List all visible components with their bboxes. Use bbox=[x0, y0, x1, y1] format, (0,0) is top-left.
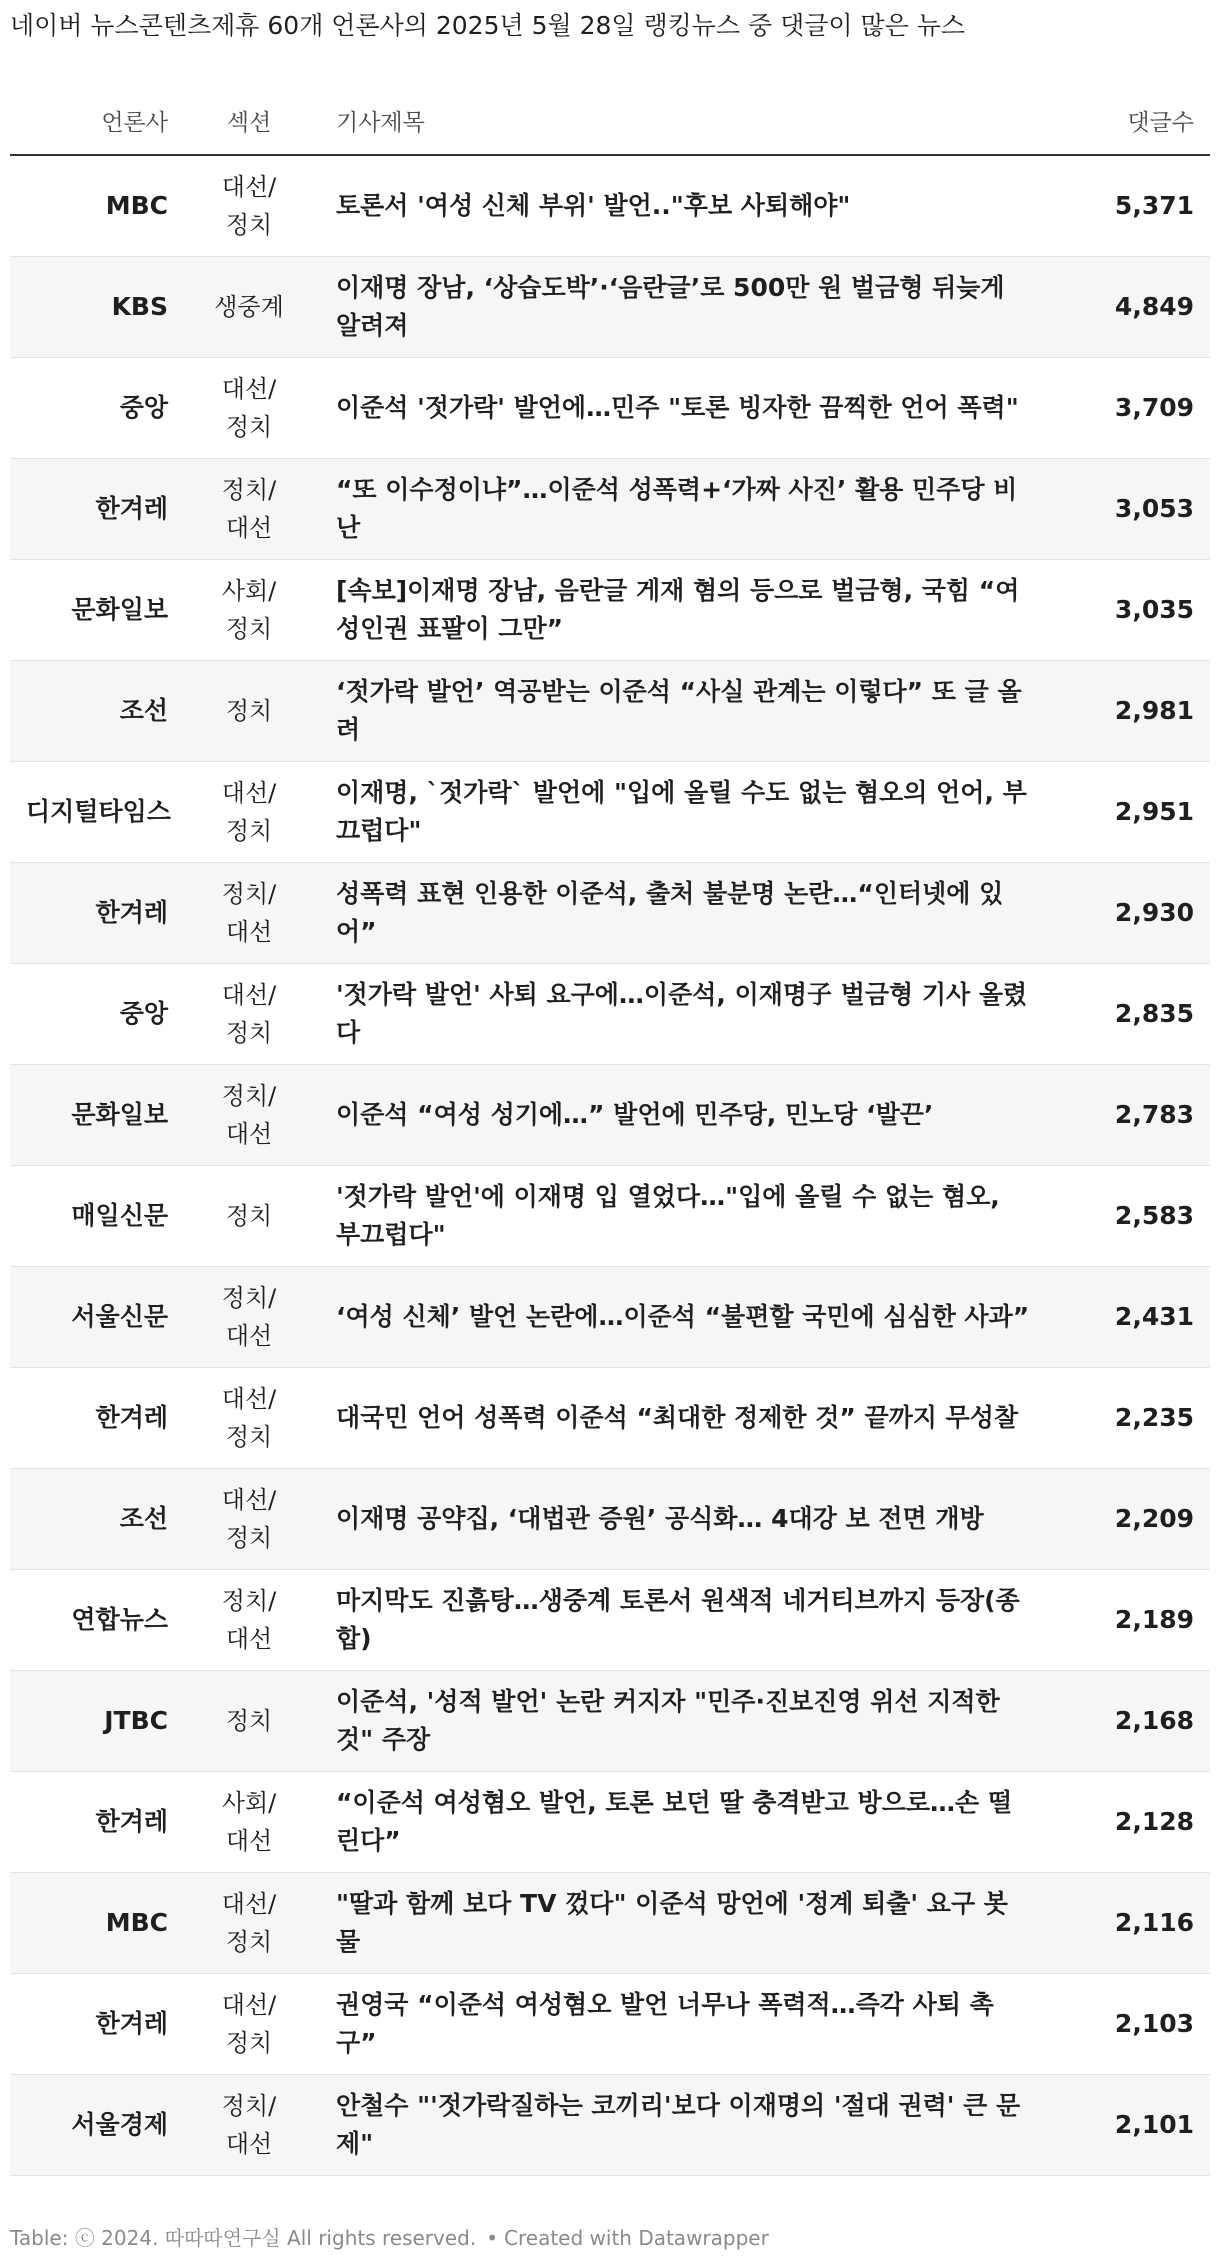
cell-comments: 5,371 bbox=[1050, 155, 1210, 256]
cell-headline[interactable]: 이재명, `젓가락` 발언에 "입에 올릴 수도 없는 혐오의 언어, 부끄럽다" bbox=[314, 761, 1050, 862]
cell-headline[interactable]: 이준석 '젓가락' 발언에…민주 "토론 빙자한 끔찍한 언어 폭력" bbox=[314, 357, 1050, 458]
cell-headline[interactable]: [속보]이재명 장남, 음란글 게재 혐의 등으로 벌금형, 국힘 “여성인권 표팔이 그만” bbox=[314, 559, 1050, 660]
cell-publisher: 서울신문 bbox=[10, 1266, 184, 1367]
cell-comments: 3,709 bbox=[1050, 357, 1210, 458]
cell-section: 정치/대선 bbox=[184, 1266, 314, 1367]
table-row bbox=[10, 1771, 1210, 1872]
table-row bbox=[10, 2074, 1210, 2175]
column-header-headline[interactable]: 기사제목 bbox=[314, 86, 1050, 155]
table-row bbox=[10, 1064, 1210, 1165]
cell-section: 사회/대선 bbox=[184, 1771, 314, 1872]
cell-section: 사회/정치 bbox=[184, 559, 314, 660]
cell-section: 정치/대선 bbox=[184, 2074, 314, 2175]
cell-publisher: JTBC bbox=[10, 1670, 184, 1771]
column-header-section[interactable]: 섹션 bbox=[184, 86, 314, 155]
cell-section: 정치 bbox=[184, 660, 314, 761]
cell-headline[interactable]: '젓가락 발언' 사퇴 요구에…이준석, 이재명子 벌금형 기사 올렸다 bbox=[314, 963, 1050, 1064]
cell-publisher: 연합뉴스 bbox=[10, 1569, 184, 1670]
cell-publisher: 조선 bbox=[10, 660, 184, 761]
table-row bbox=[10, 1872, 1210, 1973]
table-title: 네이버 뉴스콘텐츠제휴 60개 언론사의 2025년 5월 28일 랭킹뉴스 중 댓글이 많은 뉴스 bbox=[10, 11, 966, 40]
table-row bbox=[10, 155, 1210, 256]
table-row bbox=[10, 1165, 1210, 1266]
cell-section: 정치/대선 bbox=[184, 458, 314, 559]
cell-comments: 2,951 bbox=[1050, 761, 1210, 862]
cell-headline[interactable]: 안철수 "'젓가락질하는 코끼리'보다 이재명의 '절대 권력' 큰 문제" bbox=[314, 2074, 1050, 2175]
cell-headline[interactable]: 대국민 언어 성폭력 이준석 “최대한 정제한 것” 끝까지 무성찰 bbox=[314, 1367, 1050, 1468]
cell-publisher: MBC bbox=[10, 1872, 184, 1973]
cell-headline[interactable]: “또 이수정이냐”…이준석 성폭력+‘가짜 사진’ 활용 민주당 비난 bbox=[314, 458, 1050, 559]
cell-section: 대선/정치 bbox=[184, 761, 314, 862]
header-row bbox=[10, 86, 1210, 155]
cell-headline[interactable]: 이준석 “여성 성기에…” 발언에 민주당, 민노당 ‘발끈’ bbox=[314, 1064, 1050, 1165]
cell-publisher: 한겨레 bbox=[10, 1367, 184, 1468]
cell-publisher: 조선 bbox=[10, 1468, 184, 1569]
cell-headline[interactable]: '젓가락 발언'에 이재명 입 열었다…"입에 올릴 수 없는 혐오, 부끄럽다" bbox=[314, 1165, 1050, 1266]
cell-publisher: 매일신문 bbox=[10, 1165, 184, 1266]
cell-section: 정치/대선 bbox=[184, 1064, 314, 1165]
cell-comments: 2,235 bbox=[1050, 1367, 1210, 1468]
cell-comments: 3,035 bbox=[1050, 559, 1210, 660]
cell-section: 대선/정치 bbox=[184, 155, 314, 256]
cell-comments: 2,783 bbox=[1050, 1064, 1210, 1165]
cell-comments: 2,128 bbox=[1050, 1771, 1210, 1872]
cell-publisher: 문화일보 bbox=[10, 1064, 184, 1165]
cell-comments: 2,116 bbox=[1050, 1872, 1210, 1973]
cell-headline[interactable]: "딸과 함께 보다 TV 껐다" 이준석 망언에 '정계 퇴출' 요구 봇물 bbox=[314, 1872, 1050, 1973]
cell-section: 생중계 bbox=[184, 256, 314, 357]
cell-headline[interactable]: 이재명 장남, ‘상습도박’·‘음란글’로 500만 원 벌금형 뒤늦게 알려져 bbox=[314, 256, 1050, 357]
cell-headline[interactable]: 이재명 공약집, ‘대법관 증원’ 공식화… 4대강 보 전면 개방 bbox=[314, 1468, 1050, 1569]
cell-headline[interactable]: 마지막도 진흙탕…생중계 토론서 원색적 네거티브까지 등장(종합) bbox=[314, 1569, 1050, 1670]
cell-publisher: 중앙 bbox=[10, 963, 184, 1064]
cell-section: 대선/정치 bbox=[184, 1872, 314, 1973]
table-row bbox=[10, 862, 1210, 963]
cell-comments: 2,431 bbox=[1050, 1266, 1210, 1367]
cell-comments: 2,168 bbox=[1050, 1670, 1210, 1771]
cell-headline[interactable]: 이준석, '성적 발언' 논란 커지자 "민주·진보진영 위선 지적한 것" 주장 bbox=[314, 1670, 1050, 1771]
cell-comments: 2,835 bbox=[1050, 963, 1210, 1064]
cell-comments: 2,103 bbox=[1050, 1973, 1210, 2074]
cell-comments: 2,930 bbox=[1050, 862, 1210, 963]
table-row bbox=[10, 963, 1210, 1064]
cell-comments: 2,583 bbox=[1050, 1165, 1210, 1266]
cell-section: 정치 bbox=[184, 1670, 314, 1771]
cell-publisher: KBS bbox=[10, 256, 184, 357]
cell-comments: 4,849 bbox=[1050, 256, 1210, 357]
column-header-publisher[interactable]: 언론사 bbox=[10, 86, 184, 155]
cell-publisher: 한겨레 bbox=[10, 1771, 184, 1872]
cell-section: 정치/대선 bbox=[184, 862, 314, 963]
cell-section: 대선/정치 bbox=[184, 1367, 314, 1468]
table-row bbox=[10, 1569, 1210, 1670]
table-row bbox=[10, 357, 1210, 458]
cell-publisher: MBC bbox=[10, 155, 184, 256]
cell-section: 정치/대선 bbox=[184, 1569, 314, 1670]
cell-section: 정치 bbox=[184, 1165, 314, 1266]
cell-headline[interactable]: ‘여성 신체’ 발언 논란에…이준석 “불편할 국민에 심심한 사과” bbox=[314, 1266, 1050, 1367]
table-row bbox=[10, 256, 1210, 357]
cell-comments: 2,101 bbox=[1050, 2074, 1210, 2175]
cell-headline[interactable]: 권영국 “이준석 여성혐오 발언 너무나 폭력적…즉각 사퇴 촉구” bbox=[314, 1973, 1050, 2074]
cell-headline[interactable]: 토론서 '여성 신체 부위' 발언.."후보 사퇴해야" bbox=[314, 155, 1050, 256]
table-body bbox=[10, 155, 1210, 2175]
cell-comments: 2,209 bbox=[1050, 1468, 1210, 1569]
cell-section: 대선/정치 bbox=[184, 1468, 314, 1569]
table-row bbox=[10, 458, 1210, 559]
cell-comments: 2,189 bbox=[1050, 1569, 1210, 1670]
cell-section: 대선/정치 bbox=[184, 1973, 314, 2074]
footer bbox=[10, 2222, 769, 2251]
cell-publisher: 문화일보 bbox=[10, 559, 184, 660]
cell-publisher: 서울경제 bbox=[10, 2074, 184, 2175]
cell-comments: 2,981 bbox=[1050, 660, 1210, 761]
cell-headline[interactable]: 성폭력 표현 인용한 이준석, 출처 불분명 논란…“인터넷에 있어” bbox=[314, 862, 1050, 963]
table-row bbox=[10, 559, 1210, 660]
table-row bbox=[10, 1266, 1210, 1367]
table-row bbox=[10, 1973, 1210, 2074]
cell-publisher: 한겨레 bbox=[10, 1973, 184, 2074]
cell-publisher: 한겨레 bbox=[10, 862, 184, 963]
cell-publisher: 한겨레 bbox=[10, 458, 184, 559]
column-header-comments[interactable]: 댓글수 bbox=[1050, 86, 1210, 155]
table-row bbox=[10, 1367, 1210, 1468]
table-row bbox=[10, 761, 1210, 862]
table-row bbox=[10, 660, 1210, 761]
footer-source: Table: ⓒ 2024. 따따따연구실 All rights reserved. bbox=[10, 2226, 477, 2250]
footer-separator: • bbox=[486, 2226, 499, 2250]
footer-created-with[interactable]: Created with Datawrapper bbox=[504, 2226, 769, 2250]
cell-comments: 3,053 bbox=[1050, 458, 1210, 559]
cell-publisher: 디지털타임스 bbox=[10, 761, 184, 862]
cell-section: 대선/정치 bbox=[184, 963, 314, 1064]
ranking-table bbox=[10, 86, 1210, 2176]
cell-section: 대선/정치 bbox=[184, 357, 314, 458]
cell-publisher: 중앙 bbox=[10, 357, 184, 458]
cell-headline[interactable]: “이준석 여성혐오 발언, 토론 보던 딸 충격받고 방으로…손 떨린다” bbox=[314, 1771, 1050, 1872]
table-row bbox=[10, 1468, 1210, 1569]
table-row bbox=[10, 1670, 1210, 1771]
cell-headline[interactable]: ‘젓가락 발언’ 역공받는 이준석 “사실 관계는 이렇다” 또 글 올려 bbox=[314, 660, 1050, 761]
